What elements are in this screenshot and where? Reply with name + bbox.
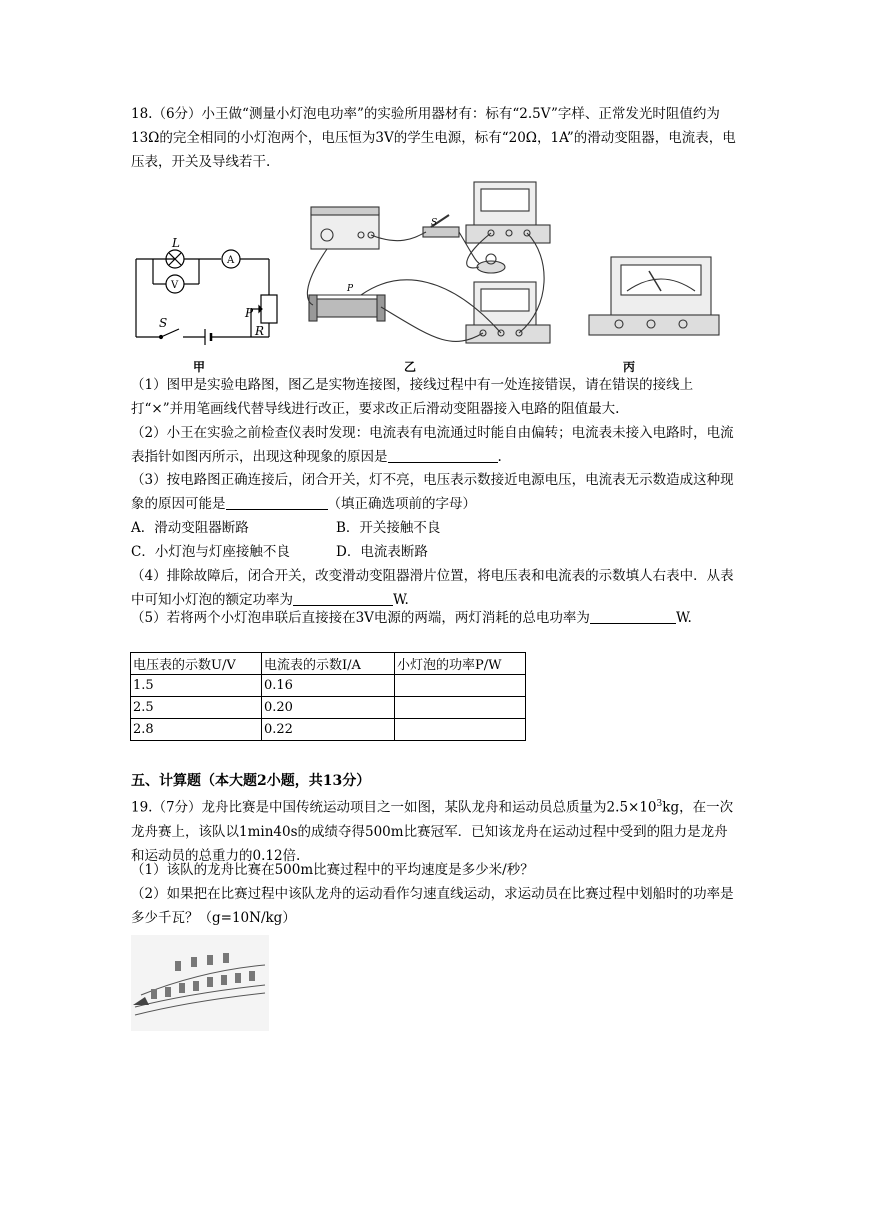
table-cell: 0.22: [262, 719, 395, 741]
wiring-picture-yi: [307, 182, 550, 343]
q18-options-row1: [131, 516, 739, 540]
q18-part3-text: （3）按电路图正确连接后，闭合开关，灯不亮，电压表示数接近电源电压，电流表无示数造成这种现象的原因可能是: [131, 472, 734, 512]
table-cell[interactable]: [395, 719, 526, 741]
label-bing: 丙: [623, 360, 636, 374]
table-cell: 2.5: [131, 697, 262, 719]
circuit-figures: [131, 177, 731, 377]
q18-intro: 18.（6分）小王做“测量小灯泡电功率”的实验所用器材有：标有“2.5V”字样、正常发光时阻值约为13Ω的完全相同的小灯泡两个，电压恒为3V的学生电源，标有“20Ω，1A”的滑动变阻器，电流表，电压表，开关及导线若干.: [131, 106, 736, 170]
table-cell: 1.5: [131, 675, 262, 697]
q19-part2: （2）如果把在比赛过程中该队龙舟的运动看作匀速直线运动，求运动员在比赛过程中划船时的功率是多少千瓦？（g=10N/kg）: [131, 886, 734, 926]
option-d: D．电流表断路: [336, 544, 428, 560]
label-voltmeter-V: V: [171, 280, 179, 291]
option-a: A．滑动变阻器断路: [131, 520, 249, 536]
wiring-label-P: P: [347, 284, 354, 294]
q18-part2-blank[interactable]: [388, 447, 498, 463]
table-header-row: [131, 653, 526, 675]
table-header: 电压表的示数U/V: [131, 653, 262, 675]
table-cell: 2.8: [131, 719, 262, 741]
table-cell[interactable]: [395, 697, 526, 719]
label-L: L: [172, 236, 180, 250]
q19-intro-text: 19.（7分）龙舟比赛是中国传统运动项目之一如图，某队龙舟和运动员总质量为2.5×10: [131, 799, 657, 816]
table-header: 电流表的示数I/A: [262, 653, 395, 675]
q18-part4-blank[interactable]: [293, 590, 393, 606]
label-P: P: [245, 306, 254, 320]
label-R: R: [255, 324, 265, 338]
q18-part2-end: .: [497, 449, 502, 465]
q18-part3-blank[interactable]: [226, 494, 328, 510]
q18-part1: （1）图甲是实验电路图，图乙是实物连接图，接线过程中有一处连接错误，请在错误的接线上打“×”并用笔画线代替导线进行改正，要求改正后滑动变阻器接入电路的阻值最大.: [131, 377, 694, 417]
label-S: S: [159, 316, 168, 330]
table-row: [131, 719, 526, 741]
q18-part5-end: W.: [675, 610, 692, 626]
q19-intro: [131, 792, 739, 868]
measurement-table: [130, 652, 526, 741]
table-cell: 0.16: [262, 675, 395, 697]
label-ammeter-A: A: [227, 255, 235, 266]
q18-part4: [131, 564, 739, 612]
label-jia: 甲: [193, 360, 206, 374]
table-header: 小灯泡的功率P/W: [395, 653, 526, 675]
q18-part4-text: （4）排除故障后，闭合开关，改变滑动变阻器滑片位置，将电压表和电流表的示数填人右表中．从表中可知小灯泡的额定功率为: [131, 568, 734, 608]
table-cell[interactable]: [395, 675, 526, 697]
dragon-boat-photo: [131, 935, 269, 1031]
option-c: C．小灯泡与灯座接触不良: [131, 544, 290, 560]
q18-part4-end: W.: [393, 592, 409, 608]
q18-part5-blank[interactable]: [590, 608, 676, 624]
table-cell: 0.20: [262, 697, 395, 719]
q18-part2-text: （2）小王在实验之前检查仪表时发现：电流表有电流通过时能自由偏转；电流表未接入电路时，电流表指针如图丙所示，出现这种现象的原因是: [131, 425, 734, 465]
option-b: B．开关接触不良: [336, 520, 441, 536]
q18-part3-end: （填正确选项前的字母）: [327, 496, 476, 512]
q19-exponent: 3: [656, 799, 663, 809]
q18-part5-text: （5）若将两个小灯泡串联后直接接在3V电源的两端，两灯消耗的总电功率为: [131, 610, 590, 626]
ammeter-picture-bing: [589, 257, 719, 335]
q18-part3: [131, 468, 739, 516]
table-row: [131, 697, 526, 719]
table-row: [131, 675, 526, 697]
q18-part5: [131, 606, 739, 630]
label-yi: 乙: [404, 360, 417, 374]
q19-intro-rest: kg，在一次龙舟赛上，该队以1min40s的成绩夺得500m比赛冠军．已知该龙舟在运动过程中受到的阻力是龙舟和运动员的总重力的0.12倍.: [131, 799, 734, 864]
section-heading: 五、计算题（本大题2小题，共13分）: [131, 773, 371, 789]
q19-part1: （1）该队的龙舟比赛在500m比赛过程中的平均速度是多少米/秒？: [131, 862, 534, 878]
wiring-label-S: S: [431, 218, 438, 228]
q18-part2: [131, 421, 739, 469]
q18-options-row2: [131, 540, 739, 564]
